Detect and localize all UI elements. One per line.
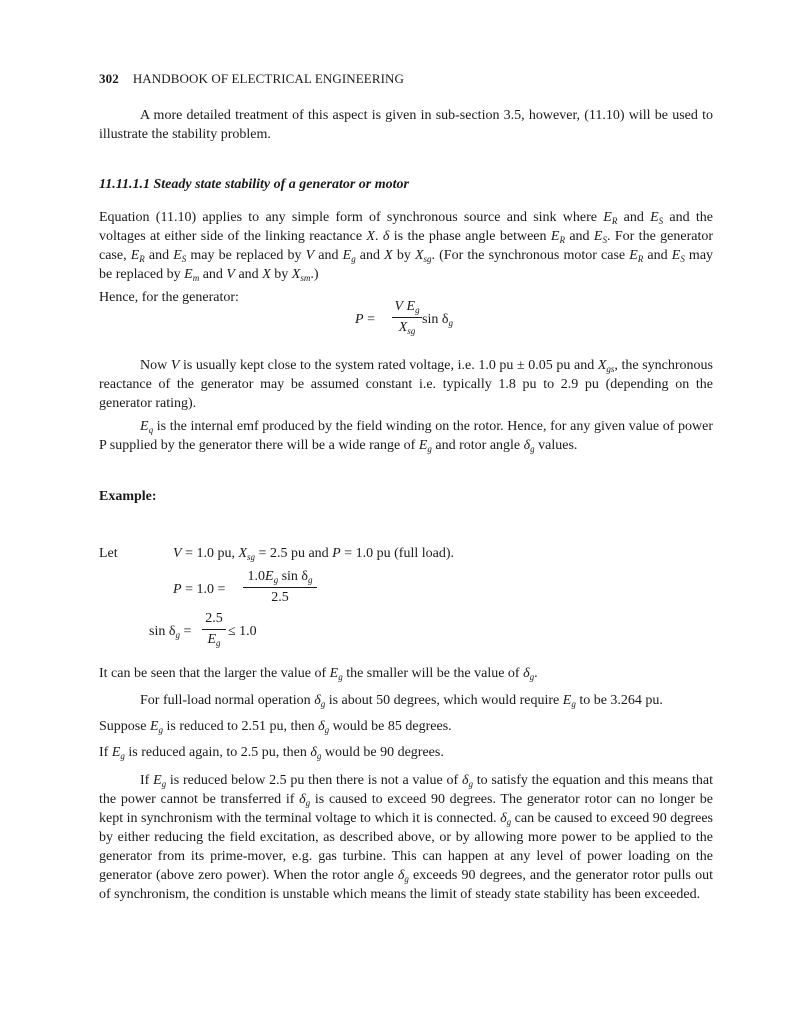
paragraph-full-load: For full-load normal operation $\delta_g$ is about 50 degrees, which would require $E_g$ to be 3.264 pu. [140,693,663,709]
example-given-values: V = 1.0 pu, $X_{sg} = 2.5$ pu and P = 1.0 pu (full load). [173,546,454,562]
running-header [99,71,404,87]
example-sine-lhs: $\sin \delta_g$ = [149,624,192,640]
example-equation-fraction: $1.0E_g$ $\sin \delta_g$ 2.5 [243,568,317,607]
page-number: 302 [99,71,119,86]
paragraph-synchronous-source: Equation (11.10) applies to any simple form of synchronous source and sink where $E_R$ and $E_S$ and the voltages at either side of the linking reactance X. δ is the phase angle between $E_R$ and $E_S$. For the generator case, $E_R$ and $E_S$ may be replaced by V and $E_g$ and X by $X_{sg}$. (For the synchronous motor case $E_R$ and $E_S$ may be replaced by $E_m$ and V and X by $X_{sm}$.) [99,210,714,283]
paragraph-internal-emf: $E_q$ is the internal emf produced by the field winding on the rotor. Hence, for any given value of power P supplied by the generator there will be a wide range of $E_g$ and rotor angle $\delta_g$ values. [99,419,713,454]
equation-power-lhs: P = [355,312,375,327]
example-heading: Example: [99,489,157,504]
example-sine-fraction: 2.5 $E_g$ [202,610,226,649]
section-number: 11.11.1.1 [99,177,150,192]
paragraph-larger-value: It can be seen that the larger the value of $E_g$ the smaller will be the value of $\delta_g$. [99,666,538,682]
example-let-label: Let [99,546,118,561]
paragraph-stability-limit: If $E_g$ is reduced below 2.5 pu then there is not a value of $\delta_g$ to satisfy the equation and this means that the power cannot be transferred if $\delta_g$ is caused to exceed 90 degrees. The generator rotor can no longer be kept in synchronism with the terminal voltage to which it is connected. $\delta_g$ can be caused to exceed 90 degrees by either reducing the field excitation, as described above, or by allowing more power to be applied to the generator from its prime-mover, e.g. gas turbine. This can happen at any level of power loading on the generator (above zero power). When the rotor angle $\delta_g$ exceeds 90 degrees, and the generator rotor pulls out of synchronism, the condition is unstable which means the limit of steady state stability has been exceeded. [99,773,714,902]
paragraph-rated-voltage: Now V is usually kept close to the system rated voltage, i.e. 1.0 pu ± 0.05 pu and $X_{gs}$, the synchronous reactance of the generator may be assumed constant i.e. typically 1.8 pu to 2.9 pu (depending on the generator rating). [99,358,713,411]
example-equation-lhs: P = 1.0 = [173,582,226,597]
intro-paragraph: A more detailed treatment of this aspect is given in sub-section 3.5, however, (11.10) will be used to illustrate the stability problem. [99,108,713,142]
running-title: HANDBOOK OF ELECTRICAL ENGINEERING [132,71,405,86]
section-title: Steady state stability of a generator or motor [153,177,409,192]
example-sine-rhs: ≤ 1.0 [228,624,257,639]
section-heading [99,177,409,193]
paragraph-reduced-again: If $E_g$ is reduced again, to 2.5 pu, then $\delta_g$ would be 90 degrees. [99,745,444,761]
equation-power-rhs: $\sin \delta_g$ [422,312,453,328]
paragraph-suppose: Suppose $E_g$ is reduced to 2.51 pu, then $\delta_g$ would be 85 degrees. [99,719,452,735]
hence-line: Hence, for the generator: [99,290,239,305]
equation-power-fraction: V $E_g$ $X_{sg}$ [392,298,422,337]
